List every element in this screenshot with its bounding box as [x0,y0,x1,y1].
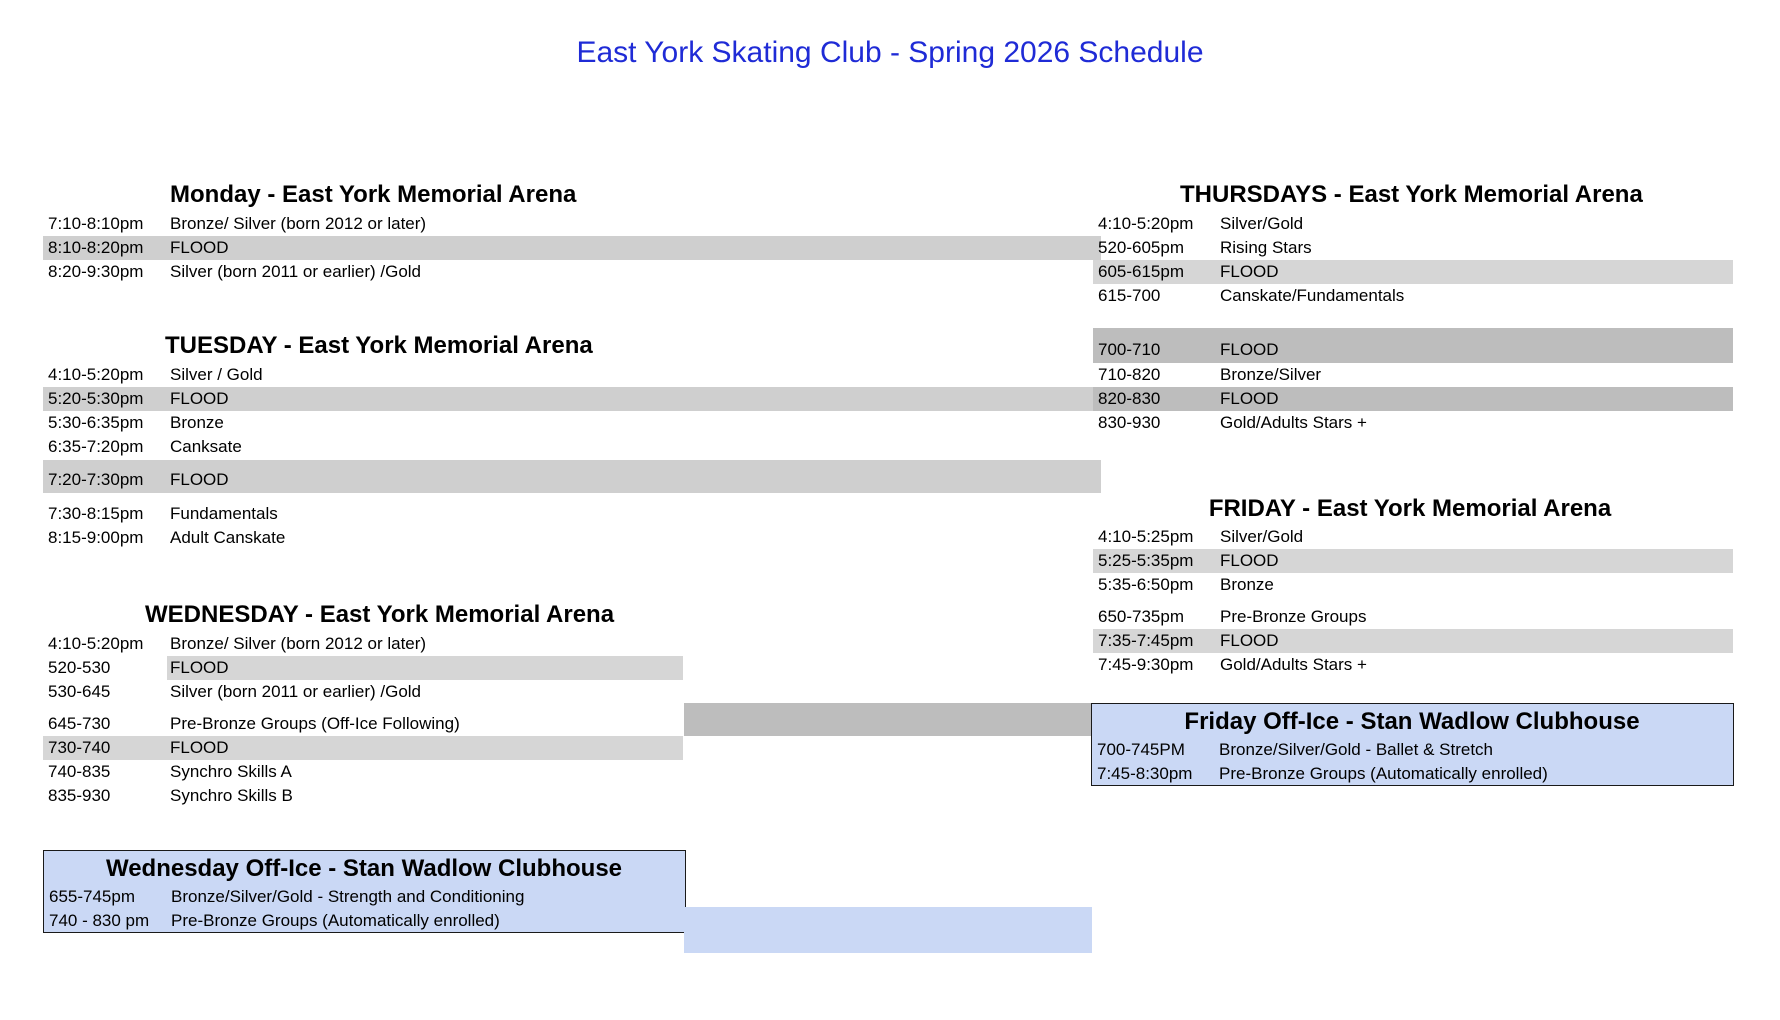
row-time: 4:10-5:25pm [1098,527,1194,546]
row-activity: Silver (born 2011 or earlier) /Gold [170,682,422,701]
schedule-row [1093,236,1733,260]
row-time: 710-820 [1098,365,1161,384]
row-activity: Pre-Bronze Groups (Automatically enrolled) [171,911,500,930]
row-time: 700-745PM [1097,740,1185,759]
schedule-row [43,260,1101,284]
schedule-row-flood [1093,328,1733,363]
row-time: 7:20-7:30pm [48,470,144,489]
row-activity: Synchro Skills A [170,762,292,781]
row-activity: FLOOD [1220,262,1279,281]
row-time: 4:10-5:20pm [1098,214,1194,233]
row-time: 700-710 [1098,340,1161,359]
schedule-row-flood [1093,629,1733,653]
gray-band [684,703,1092,736]
schedule-row [44,909,684,933]
row-time: 5:25-5:35pm [1098,551,1194,570]
row-time: 6:35-7:20pm [48,437,144,456]
schedule-row [43,212,1101,236]
schedule-row [43,502,1101,526]
row-activity: Silver / Gold [170,365,263,384]
row-time: 655-745pm [49,887,136,906]
thursday-heading: THURSDAYS - East York Memorial Arena [1180,181,1643,208]
friday-office-box [1091,703,1734,786]
wednesday-heading: WEDNESDAY - East York Memorial Arena [145,601,615,628]
schedule-row-flood [43,656,683,680]
schedule-row-flood [43,236,1101,260]
row-time: 5:30-6:35pm [48,413,144,432]
row-time: 8:20-9:30pm [48,262,144,281]
row-time: 7:35-7:45pm [1098,631,1194,650]
page-title: East York Skating Club - Spring 2026 Schedule [576,36,1204,69]
schedule-row [43,712,683,736]
schedule-row-flood [43,736,683,760]
schedule-row [1093,653,1733,677]
wednesday-office-heading: Wednesday Off-Ice - Stan Wadlow Clubhouse [105,855,623,882]
row-activity: Pre-Bronze Groups [1220,607,1367,626]
row-activity: Silver (born 2011 or earlier) /Gold [170,262,422,281]
row-time: 4:10-5:20pm [48,634,144,653]
wednesday-office-box [43,850,686,933]
row-time: 4:10-5:20pm [48,365,144,384]
row-activity: FLOOD [170,238,229,257]
schedule-row [43,363,1101,387]
row-time: 740 - 830 pm [49,911,150,930]
schedule-row [1092,738,1732,762]
schedule-row [43,411,1101,435]
row-activity: Bronze/Silver/Gold - Strength and Conditioning [171,887,525,906]
schedule-row-flood [43,460,1101,493]
schedule-row [43,760,683,784]
row-activity: FLOOD [170,658,229,677]
row-activity: FLOOD [170,738,229,757]
row-time: 7:10-8:10pm [48,214,144,233]
schedule-row [1093,411,1733,435]
schedule-row-flood [1093,387,1733,411]
row-time: 5:35-6:50pm [1098,575,1194,594]
row-activity: FLOOD [1220,551,1279,570]
row-activity: Bronze/ Silver (born 2012 or later) [170,214,427,233]
row-time: 650-735pm [1098,607,1185,626]
friday-heading: FRIDAY - East York Memorial Arena [1208,495,1612,522]
row-activity: Bronze/Silver/Gold - Ballet & Stretch [1219,740,1494,759]
monday-heading: Monday - East York Memorial Arena [170,181,577,208]
schedule-row-flood [43,387,1101,411]
row-time: 8:15-9:00pm [48,528,144,547]
row-activity: Canksate [170,437,242,456]
row-activity: Bronze [1220,575,1274,594]
row-time: 5:20-5:30pm [48,389,144,408]
schedule-row [43,784,683,808]
row-activity: Rising Stars [1220,238,1312,257]
schedule-row [1093,363,1733,387]
schedule-row [1093,284,1733,308]
row-activity: Adult Canskate [170,528,286,547]
row-time: 520-530 [48,658,111,677]
row-time: 835-930 [48,786,111,805]
row-activity: Bronze/Silver [1220,365,1322,384]
tuesday-heading: TUESDAY - East York Memorial Arena [165,332,593,359]
row-time: 7:45-9:30pm [1098,655,1194,674]
row-time: 8:10-8:20pm [48,238,144,257]
row-time: 820-830 [1098,389,1161,408]
schedule-row [44,885,684,909]
row-activity: Canskate/Fundamentals [1220,286,1405,305]
row-activity: Gold/Adults Stars + [1220,413,1367,432]
row-time: 7:45-8:30pm [1097,764,1193,783]
row-activity: Bronze [170,413,224,432]
schedule-row [1093,605,1733,629]
row-activity: Bronze/ Silver (born 2012 or later) [170,634,427,653]
row-activity: FLOOD [170,389,229,408]
row-activity: FLOOD [170,470,229,489]
schedule-row-flood [1093,549,1733,573]
schedule-row [1092,762,1732,786]
blue-band [684,907,1092,953]
row-time: 605-615pm [1098,262,1185,281]
schedule-row [43,632,683,656]
row-time: 530-645 [48,682,111,701]
row-time: 520-605pm [1098,238,1185,257]
schedule-row [1093,525,1733,549]
schedule-row-flood [1093,260,1733,284]
row-time: 645-730 [48,714,111,733]
row-activity: Gold/Adults Stars + [1220,655,1367,674]
row-activity: Synchro Skills B [170,786,293,805]
row-activity: FLOOD [1220,389,1279,408]
schedule-row [43,435,1101,459]
row-time: 730-740 [48,738,111,757]
schedule-row [1093,212,1733,236]
friday-office-heading: Friday Off-Ice - Stan Wadlow Clubhouse [1184,708,1640,735]
row-activity: Pre-Bronze Groups (Automatically enrolled) [1219,764,1548,783]
row-time: 7:30-8:15pm [48,504,144,523]
row-activity: Pre-Bronze Groups (Off-Ice Following) [170,714,460,733]
row-activity: FLOOD [1220,340,1279,359]
schedule-row [1093,573,1733,597]
schedule-row [43,526,1101,550]
row-time: 830-930 [1098,413,1161,432]
row-activity: Silver/Gold [1220,214,1304,233]
row-activity: FLOOD [1220,631,1279,650]
schedule-row [43,680,683,704]
row-activity: Fundamentals [170,504,278,523]
row-activity: Silver/Gold [1220,527,1304,546]
row-time: 615-700 [1098,286,1161,305]
row-time: 740-835 [48,762,111,781]
